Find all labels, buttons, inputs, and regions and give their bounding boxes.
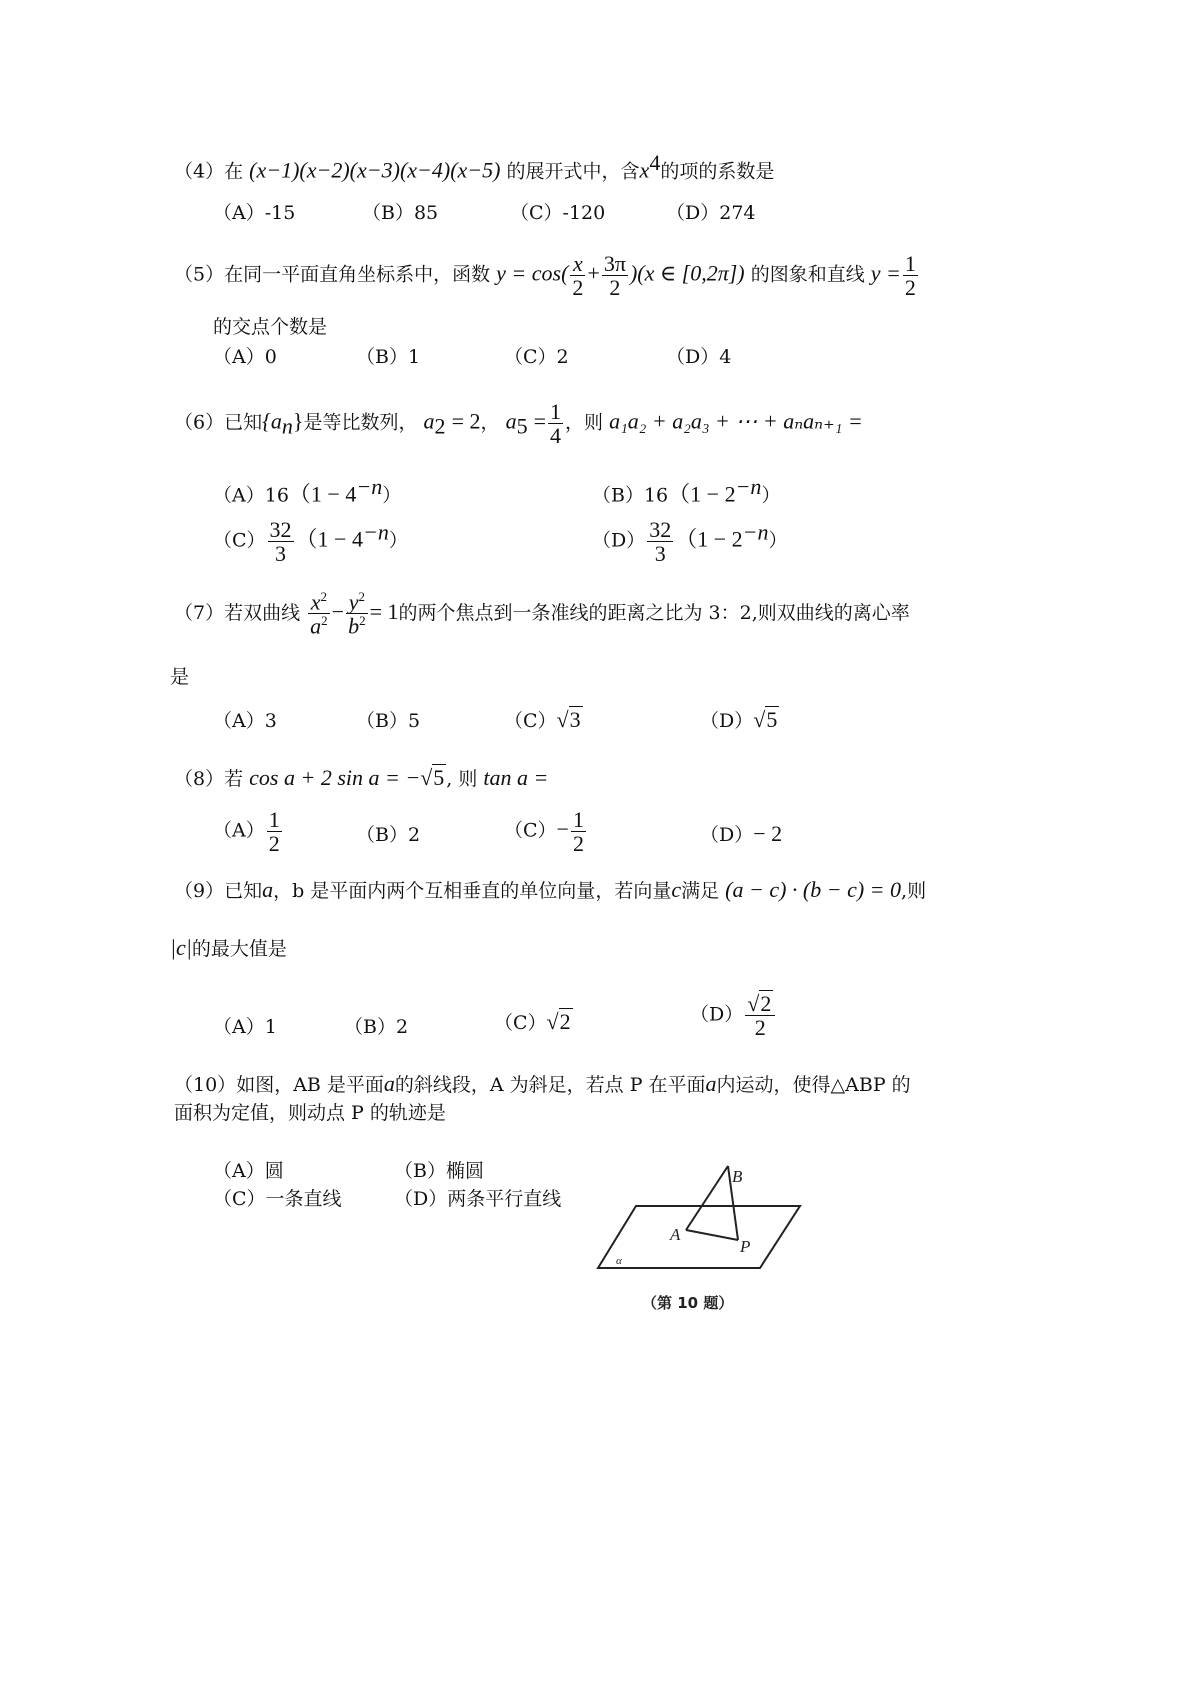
q5-option-a: （A）0: [213, 346, 277, 368]
fraction-x-over-2: $\frac{x}{2}$: [572, 251, 584, 301]
fraction-32-over-3: $\frac{32}{3}$: [269, 517, 292, 567]
q10-option-c: （C）一条直线: [213, 1188, 342, 1210]
stem-text: 的斜线段，A 为斜足，若点 P 在平面: [394, 1074, 706, 1096]
q8-option-b: （B）2: [356, 824, 421, 846]
q9-option-c: （C）√2: [494, 1009, 571, 1034]
q10-option-b: （B）椭圆: [394, 1160, 484, 1182]
figure-plane-triangle: [590, 1156, 820, 1321]
q4-option-b: （B）85: [362, 202, 439, 224]
plane-symbol: a: [383, 1071, 395, 1096]
math-var: x: [639, 157, 650, 183]
q4-option-a: （A）-15: [213, 202, 296, 224]
sum-expression: a₁a₂ + a₂a₃ + ⋯ + aₙaₙ₊₁ =: [609, 408, 863, 434]
stem-text: 的两个焦点到一条准线的距离之比为 3：2,则双曲线的离心率: [398, 601, 910, 624]
q4-option-c: （C）-120: [510, 202, 606, 224]
vector-equation: (a − c) · (b − c) = 0: [725, 877, 902, 902]
question-10-stem: [174, 1070, 911, 1097]
q7-option-c: （C）√3: [504, 707, 581, 732]
stem-text: , 则: [446, 768, 478, 790]
label-p: P: [740, 1237, 751, 1256]
question-5-stem: [174, 252, 920, 299]
fraction-one-half: $\frac{1}{2}$: [268, 807, 280, 857]
q6-option-d: （D） $\frac{32}{3}$ $(1 - 2^{-n})$: [592, 517, 788, 567]
question-number: （9）: [174, 880, 225, 902]
question-10-line2: 面积为定值，则动点 P 的轨迹是: [174, 1102, 446, 1124]
question-number: （4）: [174, 160, 225, 183]
question-7-line2: 是: [170, 666, 190, 688]
q9-option-a: （A）1: [213, 1016, 277, 1038]
fraction-one-half: $\frac{1}{2}$: [904, 251, 916, 301]
q8-option-c: （C）− $\frac{1}{2}$: [504, 807, 584, 857]
q5-option-c: （C）2: [504, 346, 569, 368]
stem-text: ，则: [565, 411, 604, 434]
label-a: A: [670, 1225, 681, 1244]
stem-text: 的展开式中，含: [506, 160, 640, 183]
fraction-32-over-3: $\frac{32}{3}$: [649, 517, 672, 567]
math-var: a: [423, 408, 435, 434]
sqrt-3: √3: [556, 707, 581, 732]
math-var: a: [262, 877, 274, 902]
q10-option-d: （D）两条平行直线: [394, 1188, 562, 1210]
math-op: +: [587, 260, 600, 286]
plane-symbol: a: [705, 1071, 717, 1096]
fraction-x2-over-a2: $\frac{x^2}{a^2}$: [310, 589, 328, 639]
q8-option-a: （A） $\frac{1}{2}$: [213, 807, 280, 857]
sqrt-5: √5: [420, 765, 445, 790]
q6-option-a: $(A)16(1 - 4^{-n})$: [213, 474, 402, 507]
math-var: a: [505, 408, 517, 434]
question-number: （10）: [174, 1074, 237, 1096]
stem-text: 满足: [681, 880, 720, 902]
question-4-stem: [174, 150, 774, 183]
question-number: （6）: [174, 411, 225, 434]
sqrt-2: √2: [546, 1009, 571, 1034]
label-alpha: α: [616, 1255, 622, 1267]
question-7-stem: [174, 590, 910, 638]
stem-text: ，b 是平面内两个互相垂直的单位向量，若向量: [273, 880, 672, 902]
stem-text: ,则: [901, 880, 927, 902]
trig-equation: cos a + 2 sin a = −: [249, 765, 421, 790]
stem-text: 内运动，使得△ABP 的: [716, 1074, 911, 1096]
question-number: （7）: [174, 601, 225, 624]
stem-text: 已知: [224, 880, 263, 902]
q7-option-d: （D）√5: [700, 707, 778, 732]
question-6-stem: （6）已知$\{a_n\}$是等比数列， $a_2 = 2$， $a_5$ = $\frac{1}{4}$ ，则 a₁a₂ + a₂a₃ + ⋯ + aₙaₙ₊₁ =: [174, 399, 863, 449]
sqrt-5: √5: [753, 707, 778, 732]
stem-text: ，: [480, 411, 500, 434]
question-number: （5）: [174, 263, 225, 286]
q7-option-a: （A）3: [213, 710, 277, 732]
label-b: B: [732, 1167, 743, 1186]
q9-option-b: （B）2: [344, 1016, 409, 1038]
q5-option-b: （B）1: [356, 346, 421, 368]
q7-option-b: （B）5: [356, 710, 421, 732]
q8-option-d: （D）− 2: [700, 821, 783, 846]
stem-text: 已知: [224, 411, 263, 434]
q5-option-d: （D）4: [666, 346, 732, 368]
question-8-stem: [174, 764, 548, 791]
fraction-3pi-over-2: $\frac{3\pi}{2}$: [603, 251, 626, 301]
question-number: （8）: [174, 768, 225, 790]
q6-option-b: $(B)16(1 - 2^{-n})$: [592, 474, 781, 507]
stem-text: 若双曲线: [224, 601, 301, 624]
stem-text: 的项的系数是: [660, 160, 775, 183]
segment-ap: [686, 1230, 738, 1240]
segment-ab: [686, 1166, 728, 1230]
question-5-line2: 的交点个数是: [213, 316, 328, 338]
math-expr: y =: [870, 260, 901, 286]
stem-text: 如图，AB 是平面: [236, 1074, 384, 1096]
fraction-one-half: $\frac{1}{2}$: [572, 807, 584, 857]
stem-text: 的图象和直线: [750, 263, 865, 286]
stem-text: 的最大值是: [191, 938, 287, 960]
math-var: {a: [262, 408, 282, 434]
stem-text: 若: [224, 768, 244, 790]
math-expr: )(x ∈ [0,2π]): [629, 260, 745, 286]
fraction-sqrt2-over-2: $\frac{√2}{2}$: [745, 992, 775, 1039]
question-9-stem: [174, 876, 926, 903]
math-expr: = 1: [369, 598, 399, 624]
magnitude-c: |c|: [170, 935, 192, 960]
exponent: 4: [649, 150, 661, 175]
fraction-y2-over-b2: $\frac{y^2}{b^2}$: [348, 589, 366, 639]
q10-option-a: （A）圆: [213, 1160, 284, 1182]
question-9-line2: [170, 934, 287, 961]
stem-text: 在: [224, 160, 244, 183]
fraction-one-quarter: $\frac{1}{4}$: [550, 399, 562, 449]
figure-caption: （第 10 题）: [642, 1294, 734, 1312]
polynomial-expression: (x−1)(x−2)(x−3)(x−4)(x−5): [249, 157, 501, 183]
q6-option-c: （C） $\frac{32}{3}$ $(1 - 4^{-n})$: [213, 517, 408, 567]
math-var: c: [671, 877, 682, 902]
stem-text: 在同一平面直角坐标系中，函数: [224, 263, 491, 286]
q4-option-d: （D）274: [666, 202, 756, 224]
plane-alpha-shape: [598, 1206, 800, 1268]
math-op: −: [331, 598, 345, 624]
math-expr: y = cos(: [496, 260, 569, 286]
math-expr: tan a =: [483, 765, 549, 790]
stem-text: 是等比数列，: [303, 411, 418, 434]
q9-option-d: （D） $\frac{√2}{2}$: [690, 992, 777, 1039]
